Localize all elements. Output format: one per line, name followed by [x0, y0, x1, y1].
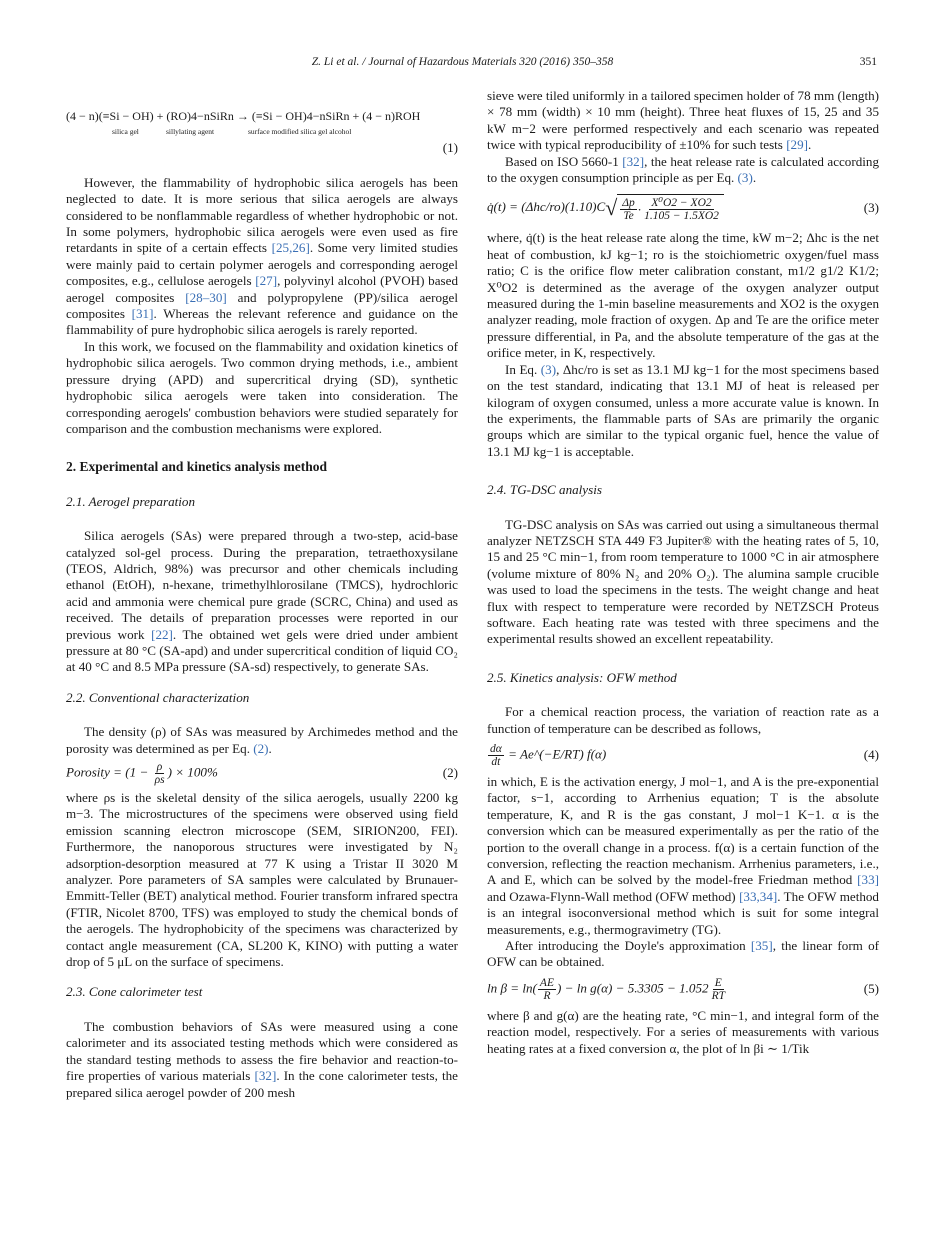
- equation-1-number: (1): [442, 140, 458, 156]
- citation-link[interactable]: [33,34]: [739, 888, 778, 904]
- equation-2-number: (2): [442, 765, 458, 781]
- equation-4-number: (4): [863, 747, 879, 763]
- paragraph-ofw-plot: where β and g(α) are the heating rate, °C min−1, and integral form of the reaction model, respectively. For a series of measurements with various heating rates at a fixed conversion α, the plot of ln βi ∼ 1/Tik: [487, 1007, 879, 1056]
- paragraph-arrhenius: in which, E is the activation energy, J mol−1, and A is the pre-exponential factor, s−1, according to Arrhenius equation; T is the absolute temperature, K, and R is the gas constant, J mol−1 K−1. α is the conversion which can be measured experimentally as per the ratio of the portion to the overall change in a process. f(α) is a certain function of the conversion, reflecting the reaction mechanism. Arrhenius parameters, i.e., A and E, which can be solved by the model-free Friedman method [33] and Ozawa-Flynn-Wall method (OFW method) [33,34]. The OFW method is an integral isoconversional method which is suit for some integral measurements, e.g., thermogravimetry (TG).: [487, 774, 879, 937]
- paragraph-preparation: Silica aerogels (SAs) were prepared through a two-step, acid-base catalyzed sol-gel process. During the preparation, tetraethoxysilane (TEOS, Aldrich, 98%) was precursor and other chemicals including ethanol (EtOH), n-hexane, trimethylhlorosilane (TMCS), hydrochloric acid and ammonia were chemical pure grade (SCRC, China) and used as received. The details of preparation processes were reported in our previous work [22]. The obtained wet gels were dried under ambient pressure at 80 °C (SA-apd) and under supercritical condition of liquid CO₂ at 40 °C and 8.5 MPa pressure (SA-sd) respectively, to generate SAs.: [66, 528, 458, 675]
- paragraph-specimen-holder: sieve were tiled uniformly in a tailored specimen holder of 78 mm (length) × 78 mm (width) × 10 mm (height). Three heat fluxes of 15, 25 and 35 kW m−2 were performed respectively and each scenario was repeated twice with typical reproducibility of ±10% for such tests [29].: [487, 88, 879, 153]
- equation-5-number: (5): [863, 981, 879, 997]
- right-column: [487, 88, 879, 1057]
- paragraph-heat-constant: In Eq. (3), Δhc/ro is set as 13.1 MJ kg−1 for the most specimens based on the test standard, indicating that 13.1 MJ of heat is released per kilogram of oxygen consumed, unless a more accurate value is known. In the experiments, the flammable parts of SAs are primarily the organic groups which are similar to the typical organic fuel, hence the value of 13.1 MJ kg−1 is acceptable.: [487, 361, 879, 459]
- subsection-heading-2-2: 2.2. Conventional characterization: [66, 689, 250, 705]
- eq1-label-product: surface modified silica gel alcohol: [248, 127, 352, 137]
- subsection-heading-2-3: 2.3. Cone calorimeter test: [66, 984, 203, 1000]
- paragraph-reaction-rate: For a chemical reaction process, the variation of reaction rate as a function of temperature can be described as follows,: [487, 704, 879, 736]
- eq1-label-silica-gel: silica gel: [112, 127, 139, 137]
- equation-link[interactable]: (2): [253, 740, 269, 756]
- citation-link[interactable]: [35]: [750, 938, 773, 954]
- page-number: 351: [859, 56, 877, 68]
- citation-link[interactable]: [22]: [151, 626, 173, 642]
- paragraph-doyle: After introducing the Doyle's approximation [35], the linear form of OFW can be obtained.: [487, 938, 879, 970]
- subsection-heading-2-1: 2.1. Aerogel preparation: [66, 493, 195, 509]
- equation-5: ln β = ln( $\frac{AE}{R}$ ) − ln g(α) − 5.3305 − 1.052 $\frac{E}{RT}$ (5): [487, 976, 879, 1002]
- paragraph-characterization: where ρs is the skeletal density of the silica aerogels, usually 2200 kg m−3. The microstructures of the specimens were observed using field emission scanning electron microscope (SEM, SIRION200, FEI). Furthermore, the nanoporous structures were investigated by N₂ adsorption-desorption measured at 77 K using a Tristar II 3020 M analyzer. Pore parameters of SA samples were calculated by Brunauer-Emmitt-Teller (BET) analytical method. Fourier transform infrared spectra (FTIR, Nicolet 8700, TFS) was employed to study the chemical bonds of the aerogels. The hydrophobicity of the specimens was characterized by contact angle measurement (CA, SL200 K, KINO) with putting a water drop of 5 μL on the surface of specimens.: [66, 790, 458, 970]
- paragraph-flammability: However, the flammability of hydrophobic silica aerogels has been neglected to date. It is more serious that silica aerogels are always considered to be nonflammable regardless of whether hydrophobic or not. In some polymers, hydrophobic silica aerogels were even used as fire retardants in spite of a certain effects [25,26]. Some very limited studies were mainly paid to certain polymer aerogels and corresponding aerogel composites, e.g., cellulose aerogels [27], polyvinyl alcohol (PVOH) based aerogel composites [28–30] and polypropylene (PP)/silica aerogel composites [31]. Whereas the relevant reference and guidance on the flammability of pure hydrophobic silica aerogels is rarely reported.: [66, 174, 458, 338]
- citation-link[interactable]: [25,26]: [271, 240, 310, 256]
- paragraph-this-work: In this work, we focused on the flammability and oxidation kinetics of hydrophobic silica aerogels. Two common drying methods, i.e., ambient pressure drying (APD) and supercritical drying (SD), synthetic hydrophobic silica aerogels were taken into consideration. The corresponding aerogels' combustion behaviors were studied separately for comparison and the combustion mechanisms were explored.: [66, 338, 458, 436]
- equation-link[interactable]: (3): [737, 170, 753, 186]
- citation-link[interactable]: [32]: [622, 153, 645, 169]
- citation-link[interactable]: [28–30]: [185, 289, 227, 305]
- paragraph-iso-5660: Based on ISO 5660-1 [32], the heat release rate is calculated according to the oxygen consumption principle as per Eq. (3).: [487, 153, 879, 186]
- section-heading-2: 2. Experimental and kinetics analysis method: [66, 459, 328, 475]
- equation-3: q̇(t) = (Δhc/ro)(1.10)C √ $\frac{\Delta p}{Te}$ · $\frac{\text{X⁰O2 − XO2}}{1.105 - 1.5XO2}$ (3): [487, 195, 879, 223]
- citation-link[interactable]: [27]: [255, 273, 278, 289]
- equation-1: [66, 108, 458, 157]
- equation-2: Porosity = (1 − $\frac{\rho}{\rho s}$ ) × 100% (2): [66, 761, 458, 786]
- left-column: [66, 104, 458, 1101]
- citation-link[interactable]: [31]: [131, 306, 154, 322]
- paragraph-cone-calorimeter: The combustion behaviors of SAs were measured using a cone calorimeter and its associated testing methods which were considered as the standard testing methods to assess the fire behavior and reaction-to-fire properties of various materials [32]. In the cone calorimeter tests, the prepared silica aerogel powder of 200 mesh: [66, 1018, 458, 1100]
- citation-link[interactable]: [29]: [786, 137, 809, 153]
- equation-link[interactable]: (3): [540, 361, 557, 377]
- paragraph-density: The density (ρ) of SAs was measured by Archimedes method and the porosity was determined as per Eq. (2).: [66, 724, 458, 756]
- subsection-heading-2-5: 2.5. Kinetics analysis: OFW method: [487, 669, 677, 685]
- equation-3-number: (3): [863, 200, 879, 216]
- subsection-heading-2-4: 2.4. TG-DSC analysis: [487, 482, 602, 498]
- paragraph-tg-dsc: TG-DSC analysis on SAs was carried out using a simultaneous thermal analyzer NETZSCH STA 449 F3 Jupiter® with the heating rates of 5, 10, 15 and 25 °C min−1, from room temperature to 1000 °C in air atmosphere (volume mixture of 80% N₂ and 20% O₂). The alumina sample crucible was used to load the specimens in the tests. The weight change and heat flux with respect to temperature were recorded by NETZSCH Proteus software. Each heating rate was tested with three specimens and the experimental results showed an excellent repeatability.: [487, 516, 879, 647]
- citation-link[interactable]: [32]: [254, 1068, 277, 1084]
- eq1-label-agent: sillylating agent: [166, 127, 215, 137]
- equation-4: $\frac{d\alpha}{dt}$ = Ae^(−E/RT) f(α) (4): [490, 743, 879, 768]
- citation-link[interactable]: [33]: [857, 872, 879, 888]
- journal-citation: Z. Li et al. / Journal of Hazardous Materials 320 (2016) 350–358: [311, 56, 614, 68]
- paragraph-hrr-definitions: where, q̇(t) is the heat release rate along the time, kW m−2; Δhc is the net heat of combustion, kJ kg−1; ro is the stoichiometric oxygen/fuel mass ratio; C is the orifice flow meter calibration constant, m1/2 g1/2 K1/2; X⁰O2 is determined as the average of the oxygen analyzer output measured during the 1-min baseline measurements and XO2 is the oxygen analyzer reading, mole fraction of oxygen. Δp and Te are the orifice meter pressure differential, in Pa, and the absolute temperature of the gas at the orifice meter, in K, respectively.: [487, 230, 879, 361]
- equation-1-body: (4 − n)(≡Si − OH) + (RO)4−nSiRn → (≡Si − OH)4−nSiRn + (4 − n)ROH: [66, 109, 421, 123]
